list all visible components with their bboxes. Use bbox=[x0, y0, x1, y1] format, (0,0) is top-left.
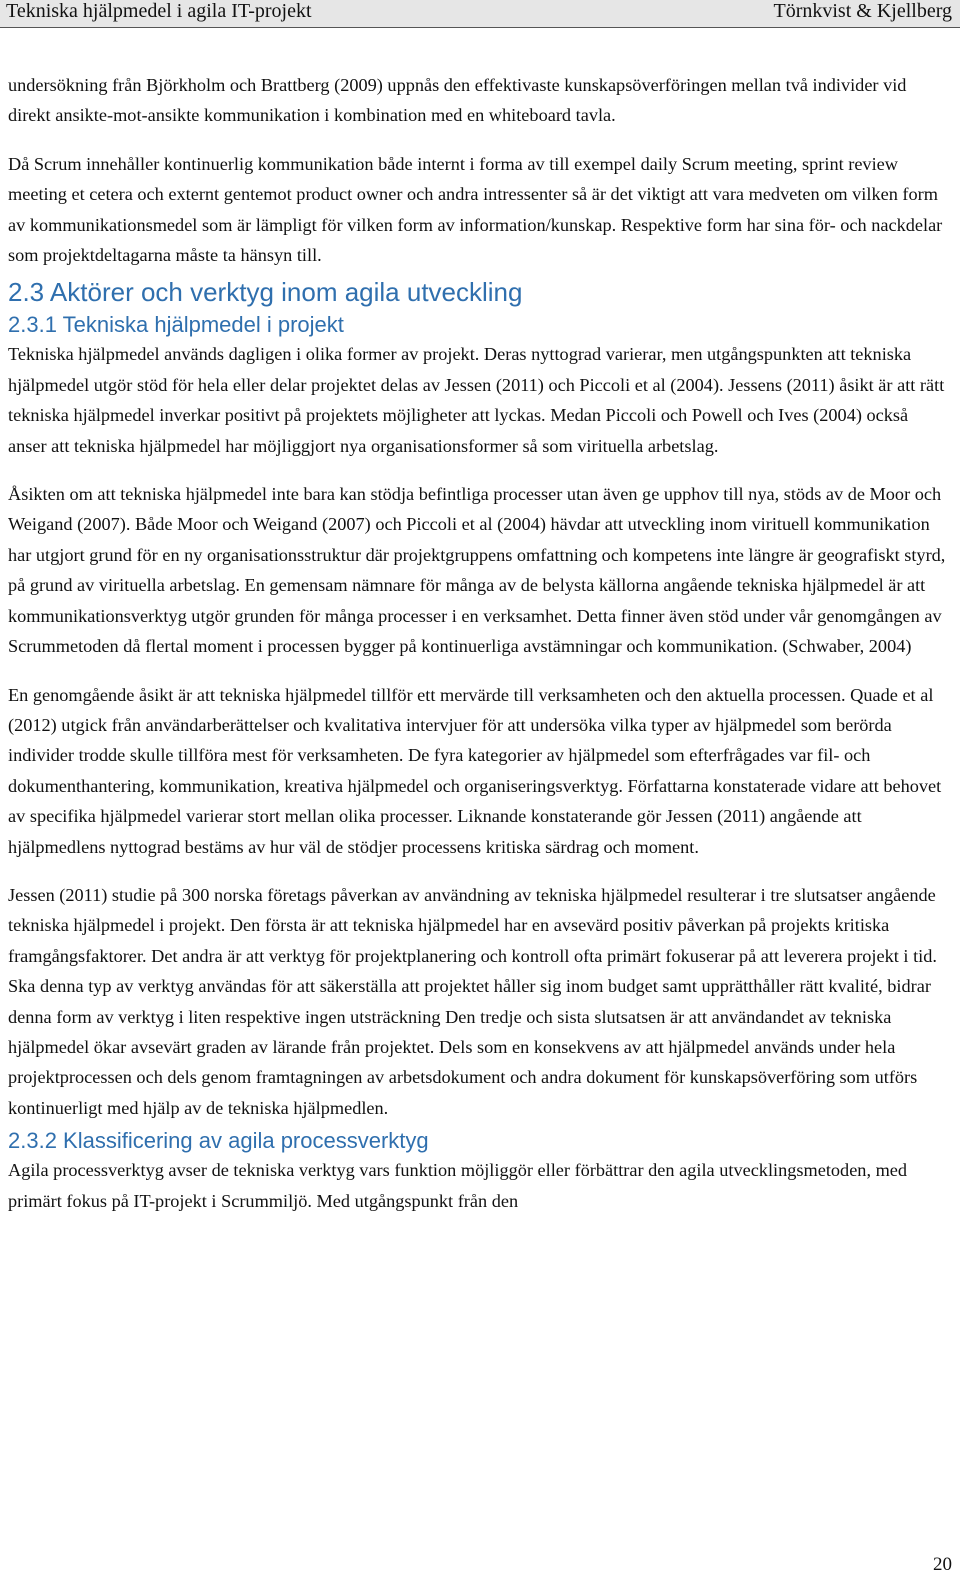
page-body bbox=[8, 70, 948, 1216]
running-header-authors: Törnkvist & Kjellberg bbox=[773, 0, 952, 22]
section-heading-2-3: 2.3 Aktörer och verktyg inom agila utveckling bbox=[8, 277, 523, 308]
subsection-heading-2-3-1: 2.3.1 Tekniska hjälpmedel i projekt bbox=[8, 312, 344, 338]
subsection-heading-2-3-2: 2.3.2 Klassificering av agila processverktyg bbox=[8, 1128, 429, 1154]
paragraph-scrum: Då Scrum innehåller kontinuerlig kommunikation både internt i forma av till exempel daily Scrum meeting, sprint review meeting et cetera och externt gentemot product owner och andra intressenter så är det viktigt att vara medveten om vilken form av kommunikationsmedel som är lämpligt för vilken form av information/kunskap. Respektive form har sina för- och nackdelar som projektdeltagarna måste ta hänsyn till. bbox=[8, 153, 943, 266]
running-header-title: Tekniska hjälpmedel i agila IT-projekt bbox=[6, 0, 312, 22]
paragraph-intro: undersökning från Björkholm och Brattberg (2009) uppnås den effektivaste kunskapsöverföringen mellan två individer vid direkt ansikte-mot-ansikte kommunikation i kombination med en whiteboard tavla. bbox=[8, 75, 907, 126]
page-number: 20 bbox=[933, 1554, 952, 1575]
paragraph-3: En genomgående åsikt är att tekniska hjälpmedel tillför ett mervärde till verksamheten och den aktuella processen. Quade et al (2012) utgick från användarberättelser och kvalitativa intervjuer för att undersöka vilka typer av hjälpmedel som berörda individer trodde skulle tillföra mest för verksamheten. De fyra kategorier av hjälpmedel som efterfrågades var fil- och dokumenthantering, kommunikation, kreativa hjälpmedel och organiseringsverktyg. Författarna konstaterade vidare att behovet av specifika hjälpmedel varierar stort mellan olika processer. Liknande konstaterande gör Jessen (2011) angående att hjälpmedlens nyttograd bestäms av hur väl de stödjer processens kritiska särdrag och moment. bbox=[8, 684, 942, 857]
paragraph-2: Åsikten om att tekniska hjälpmedel inte bara kan stödja befintliga processer utan även ge upphov till nya, stöds av de Moor och Weigand (2007). Både Moor och Weigand (2007) och Piccoli et al (2004) hävdar att utveckling inom virituell kommunikation har utgjort grund för en ny organisationsstruktur där projektgruppens omfattning och kompetens inte längre är geografiskt styrd, på grund av virituella arbetslag. En gemensam nämnare för många av de belysta källorna angående tekniska hjälpmedel är att kommunikationsverktyg utgör grunden för många processer i en verksamhet. Detta finner även stöd under vår genomgången av Scrummetoden då flertal moment i processen bygger på kontinuerliga avstämningar och kommunikation. (Schwaber, 2004) bbox=[8, 484, 946, 657]
paragraph-4: Jessen (2011) studie på 300 norska företags påverkan av användning av tekniska hjälpmedel resulterar i tre slutsatser angående tekniska hjälpmedel i projekt. Den första är att tekniska hjälpmedel har en avsevärd positiv påverkan på projekts kritiska framgångsfaktorer. Det andra är att verktyg för projektplanering och kontroll ofta primärt fokuserar på att leverera projekt i tid. Ska denna typ av verktyg användas för att säkerställa att projektet håller sig inom budget samt upprätthåller rätt kvalité, bidrar denna form av verktyg i liten respektive ingen utsträckning Den tredje och sista slutsatsen är att användandet av tekniska hjälpmedel ökar avsevärt graden av lärande från projektet. Dels som en konsekvens av att hjälpmedel används under hela projektprocessen och dels genom framtagningen av arbetsdokument och andra dokument för kunskapsöverföring som utförs kontinuerligt med hjälp av de tekniska hjälpmedlen. bbox=[8, 884, 937, 1118]
paragraph-5: Agila processverktyg avser de tekniska verktyg vars funktion möjliggör eller förbättrar den agila utvecklingsmetoden, med primärt fokus på IT-projekt i Scrummiljö. Med utgångspunkt från den bbox=[8, 1160, 908, 1211]
running-header bbox=[0, 0, 960, 28]
paragraph-1: Tekniska hjälpmedel används dagligen i olika former av projekt. Deras nyttograd varierar, men utgångspunkten att tekniska hjälpmedel utgör stöd för hela eller delar projektet delas av Jessen (2011) och Piccoli et al (2004). Jessens (2011) åsikt är att rätt tekniska hjälpmedel inverkar positivt på projektets möjligheter att lyckas. Medan Piccoli och Powell och Ives (2004) också anser att tekniska hjälpmedel har möjliggjort nya organisationsformer så som virituella arbetslag. bbox=[8, 344, 945, 456]
